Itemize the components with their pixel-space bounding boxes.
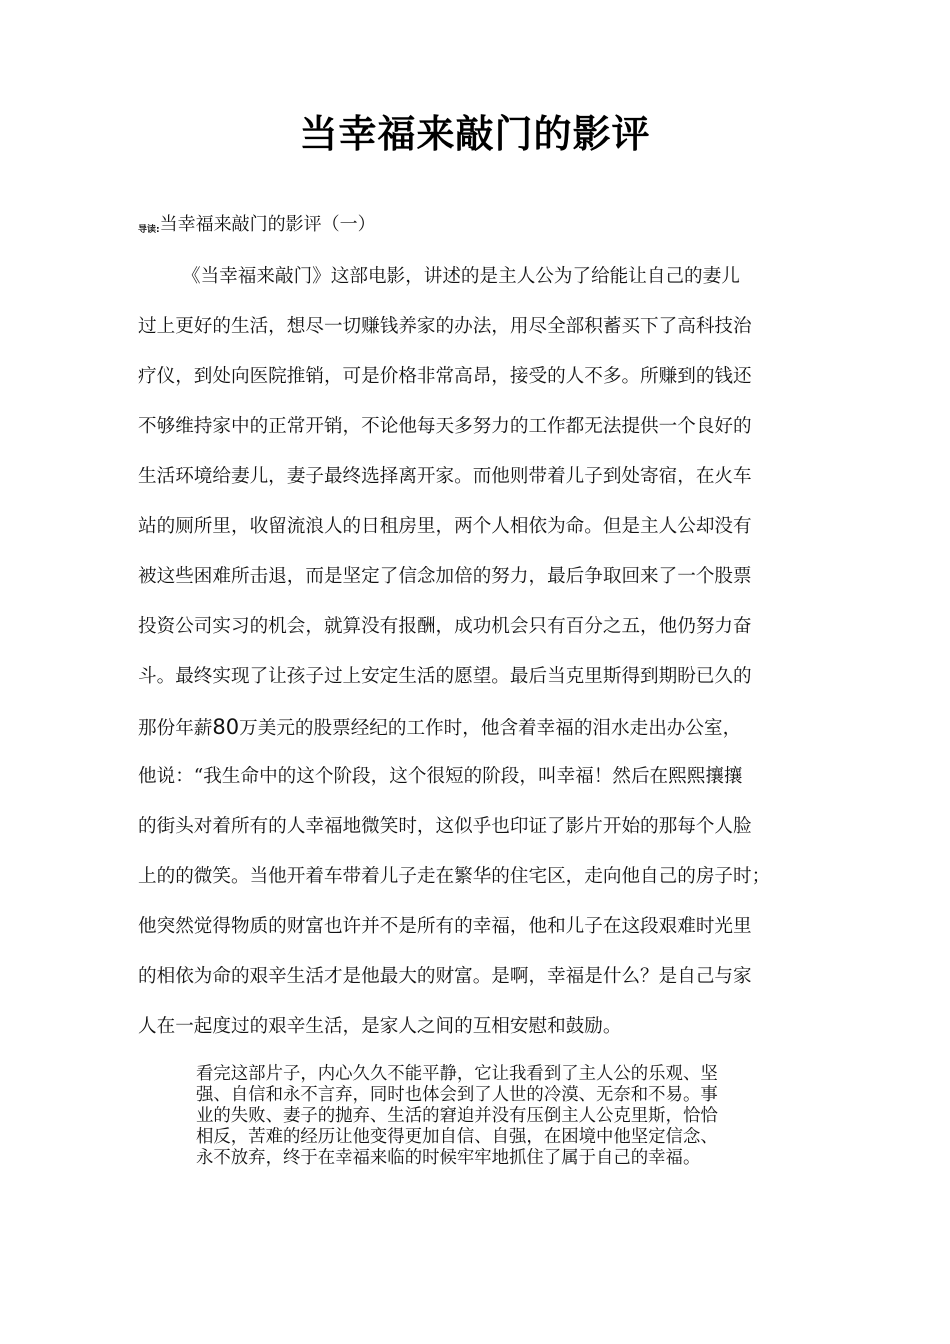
paragraph-line: 站的厕所里，收留流浪人的日租房里，两个人相依为命。但是主人公却没有 <box>138 516 752 537</box>
lead-line <box>138 210 376 236</box>
main-paragraph <box>138 252 814 1052</box>
paragraph-line: 他突然觉得物质的财富也许并不是所有的幸福，他和儿子在这段艰难时光里 <box>138 916 752 937</box>
paragraph-line: 人在一起度过的艰辛生活，是家人之间的互相安慰和鼓励。 <box>138 1016 622 1037</box>
document-title: 当幸福来敲门的影评 <box>299 112 651 156</box>
paragraph-line: 疗仪，到处向医院推销，可是价格非常高昂，接受的人不多。所赚到的钱还 <box>138 366 752 387</box>
paragraph-line: 业的失败、妻子的抛弃、生活的窘迫并没有压倒主人公克里斯，恰恰 <box>196 1106 718 1126</box>
paragraph-line: 被这些困难所击退，而是坚定了信念加倍的努力，最后争取回来了一个股票 <box>138 566 752 587</box>
paragraph-line: 《当幸福来敲门》这部电影，讲述的是主人公为了给能让自己的妻儿 <box>182 266 740 287</box>
paragraph-line: 投资公司实习的机会，就算没有报酬，成功机会只有百分之五，他仍努力奋 <box>138 616 752 637</box>
paragraph-line: 的街头对着所有的人幸福地微笑时，这似乎也印证了影片开始的那每个人脸 <box>138 816 752 837</box>
paragraph-line: 生活环境给妻儿，妻子最终选择离开家。而他则带着儿子到处寄宿，在火车 <box>138 466 752 487</box>
paragraph-line: 强、自信和永不言弃，同时也体会到了人世的冷漠、无奈和不易。事 <box>196 1085 718 1105</box>
salary-text-after: 万美元的股票经纪的工作时，他含着幸福的泪水走出办公室， <box>239 718 742 739</box>
paragraph-line: 过上更好的生活，想尽一切赚钱养家的办法，用尽全部积蓄买下了高科技治 <box>138 316 752 337</box>
paragraph-line: 相反，苦难的经历让他变得更加自信、自强，在困境中他坚定信念、 <box>196 1127 718 1147</box>
paragraph-line: 不够维持家中的正常开销，不论他每天多努力的工作都无法提供一个良好的 <box>138 416 752 437</box>
paragraph-line: 永不放弃，终于在幸福来临的时候牢牢地抓住了属于自己的幸福。 <box>196 1148 701 1168</box>
paragraph-line: 的相依为命的艰辛生活才是他最大的财富。是啊，幸福是什么？是自己与家 <box>138 966 752 987</box>
salary-number: 80 <box>212 715 240 739</box>
paragraph-line <box>138 702 814 752</box>
paragraph-line: 他说：“我生命中的这个阶段，这个很短的阶段，叫幸福！然后在熙熙攘攘 <box>138 766 743 787</box>
lead-text: 当幸福来敲门的影评（一） <box>159 214 376 235</box>
salary-text-before: 那份年薪 <box>138 718 213 739</box>
paragraph-line: 看完这部片子，内心久久不能平静，它让我看到了主人公的乐观、坚 <box>196 1064 718 1084</box>
paragraph-line: 上的的微笑。当他开着车带着儿子走在繁华的住宅区，走向他自己的房子时； <box>138 866 771 887</box>
second-paragraph <box>196 1064 816 1169</box>
paragraph-line: 斗。最终实现了让孩子过上安定生活的愿望。最后当克里斯得到期盼已久的 <box>138 666 752 687</box>
lead-label: 导读: <box>138 225 160 235</box>
